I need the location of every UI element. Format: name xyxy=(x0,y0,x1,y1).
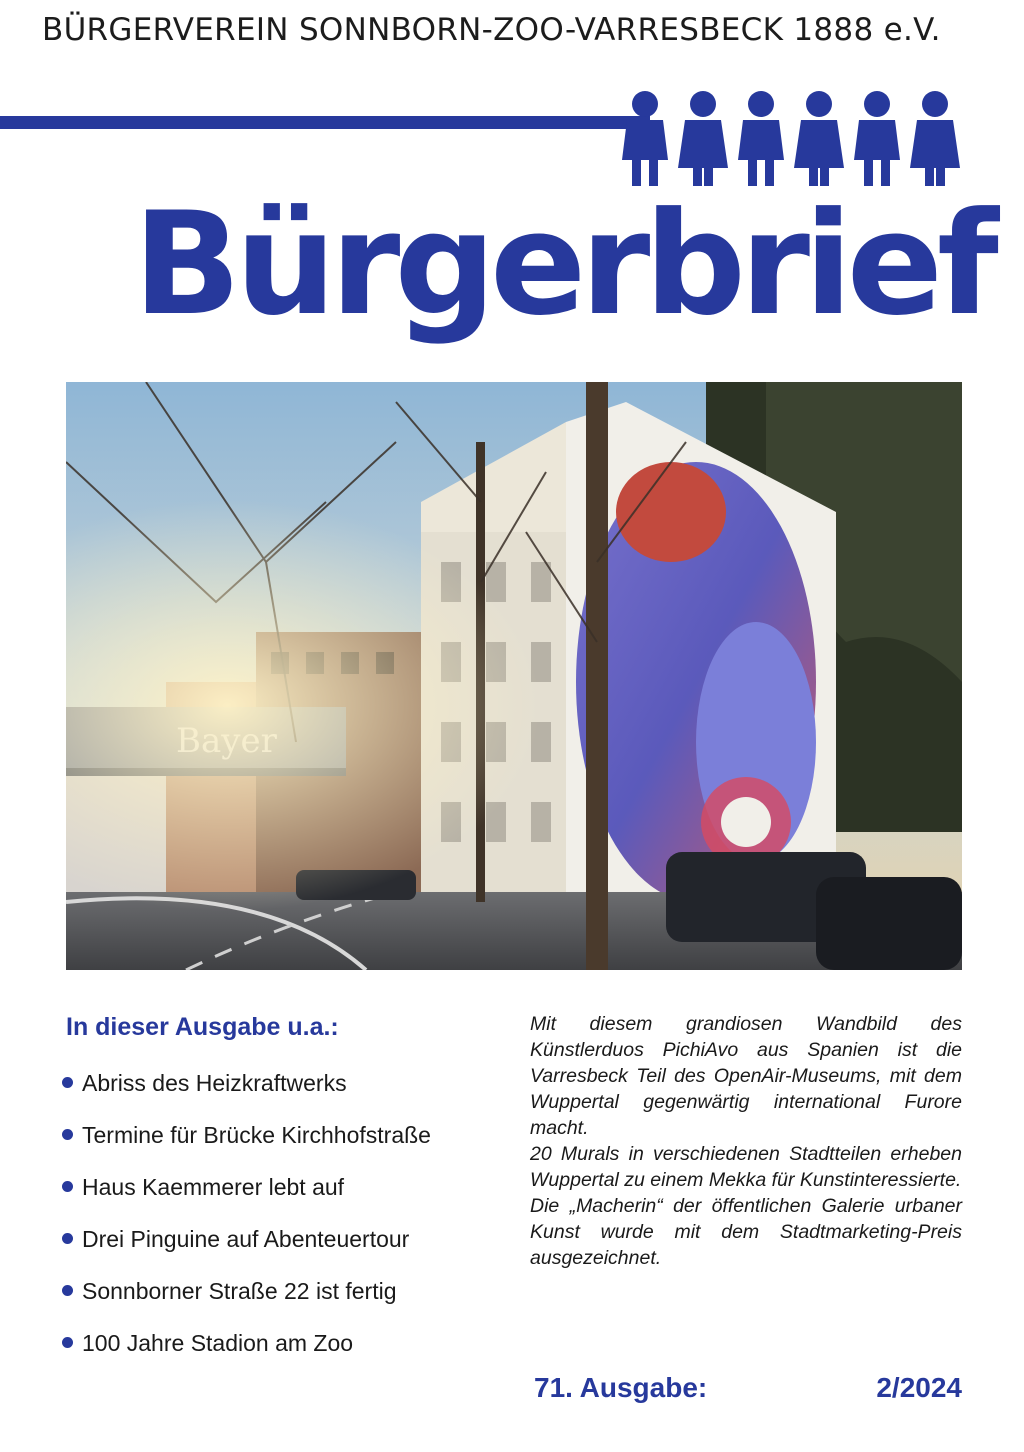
issue-number: 71. Ausgabe: xyxy=(534,1372,708,1403)
bullet-icon xyxy=(62,1129,73,1140)
list-item: 100 Jahre Stadion am Zoo xyxy=(62,1328,431,1380)
caption-paragraph: Die „Macherin“ der öffentlichen Galerie urbaner Kunst wurde mit dem Stadtmarketing-Preis ausgezeichnet. xyxy=(530,1195,962,1269)
bullet-icon xyxy=(62,1337,73,1348)
list-item: Haus Kaemmerer lebt auf xyxy=(62,1172,431,1224)
people-logo-icon xyxy=(618,88,968,188)
magazine-title: Bürgerbrief xyxy=(133,182,993,347)
bullet-icon xyxy=(62,1233,73,1244)
bullet-icon xyxy=(62,1077,73,1088)
caption-paragraph: Mit diesem grandiosen Wandbild des Künstlerduos PichiAvo aus Spanien ist die Varresbeck Teil des OpenAir-Museums, mit dem Wuppertal gegenwärtig international Furore macht. xyxy=(530,1013,962,1139)
bullet-icon xyxy=(62,1181,73,1192)
header-rule xyxy=(0,116,650,129)
photo-caption xyxy=(530,1011,962,1271)
list-item: Drei Pinguine auf Abenteuertour xyxy=(62,1224,431,1276)
caption-paragraph: 20 Murals in verschiedenen Stadtteilen erheben Wuppertal zu einem Mekka für Kunstinteressierte. xyxy=(530,1143,962,1191)
list-item: Abriss des Heizkraftwerks xyxy=(62,1068,431,1120)
list-item: Termine für Brücke Kirchhofstraße xyxy=(62,1120,431,1172)
issue-date: 2/2024 xyxy=(876,1372,962,1403)
organization-name: BÜRGERVEREIN SONNBORN-ZOO-VARRESBECK 1888 e.V. xyxy=(42,12,941,48)
contents-heading: In dieser Ausgabe u.a.: xyxy=(66,1013,339,1041)
bullet-icon xyxy=(62,1285,73,1296)
list-item: Sonnborner Straße 22 ist fertig xyxy=(62,1276,431,1328)
cover-photo xyxy=(66,382,962,970)
contents-list xyxy=(62,1068,431,1380)
